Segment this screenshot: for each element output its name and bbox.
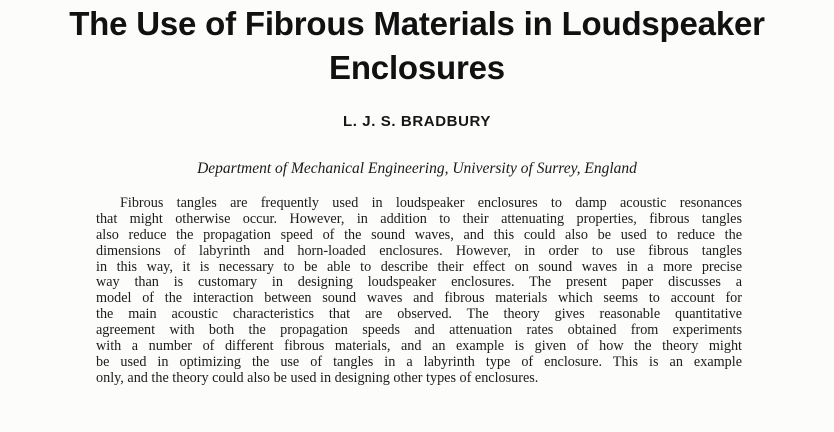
abstract-line: dimensions of labyrinth and horn-loaded enclosures. However, in order to use fibrous tangles: [96, 242, 742, 259]
abstract-line: the main acoustic characteristics that are observed. The theory gives reasonable quantitative: [96, 306, 742, 323]
paper-affiliation: Department of Mechanical Engineering, University of Surrey, England: [197, 160, 637, 177]
abstract-line: be used in optimizing the use of tangles in a labyrinth type of enclosure. This is an example: [96, 353, 742, 370]
abstract-line: in this way, it is necessary to be able to describe their effect on sound waves in a more precise: [96, 258, 742, 275]
paper-title: [0, 2, 834, 90]
paper-abstract: [96, 196, 742, 387]
abstract-line: Fibrous tangles are frequently used in loudspeaker enclosures to damp acoustic resonances: [120, 195, 742, 211]
abstract-line: agreement with both the propagation speeds and attenuation rates obtained from experiments: [96, 322, 742, 339]
paper-title-line-1: The Use of Fibrous Materials in Loudspeaker: [69, 5, 765, 42]
abstract-line: model of the interaction between sound waves and fibrous materials which seems to account for: [96, 290, 742, 307]
abstract-line: with a number of different fibrous materials, and an example is given of how the theory might: [96, 338, 742, 355]
paper-title-line-2: Enclosures: [329, 49, 505, 86]
abstract-line: that might otherwise occur. However, in addition to their attenuating properties, fibrous tangles: [96, 210, 742, 227]
paper-author: L. J. S. BRADBURY: [343, 113, 491, 130]
abstract-line: way than is customary in designing loudspeaker enclosures. The present paper discusses a: [96, 274, 742, 291]
abstract-line: also reduce the propagation speed of the sound waves, and this could also be used to reduce the: [96, 226, 742, 243]
abstract-line: only, and the theory could also be used in designing other types of enclosures.: [96, 369, 539, 386]
